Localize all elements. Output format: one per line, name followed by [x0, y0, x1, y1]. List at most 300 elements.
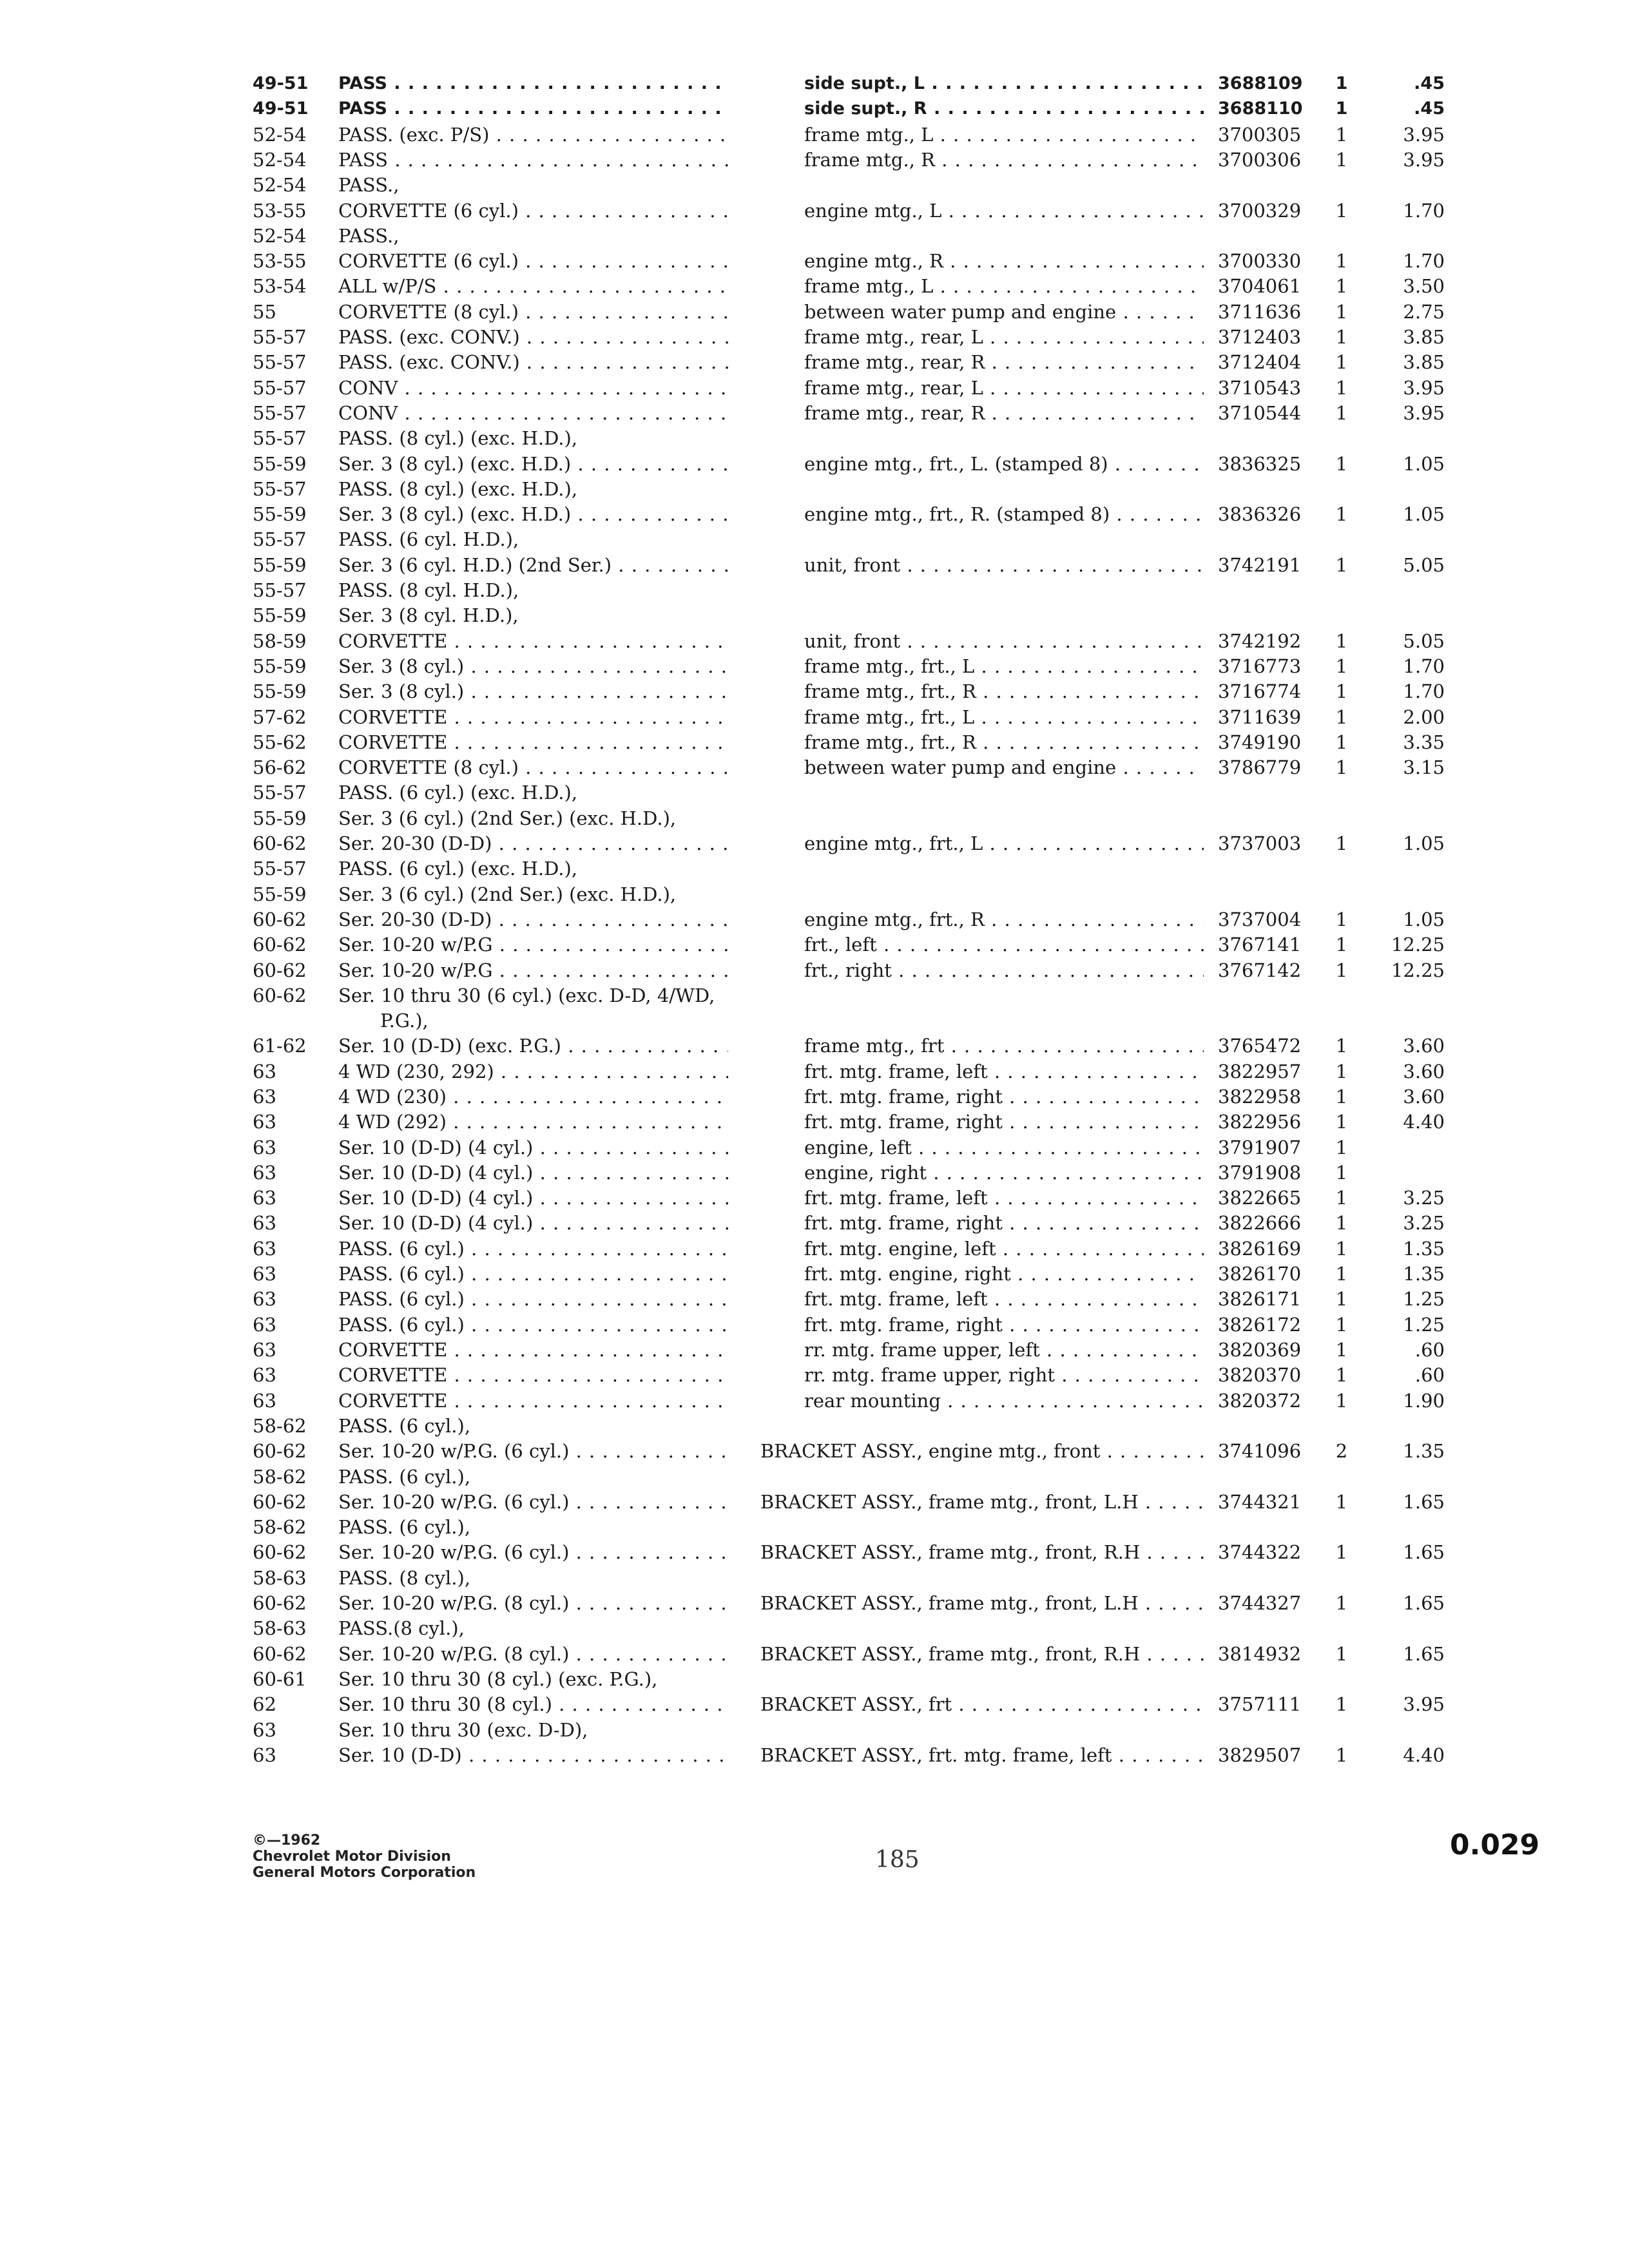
table-row — [0, 1439, 1629, 1463]
copyright-block — [253, 1832, 476, 1881]
part-description: frt., right . . . — [804, 959, 1204, 982]
table-row — [0, 1744, 1629, 1767]
part-number: 3711639 — [1218, 706, 1302, 728]
model-name: Ser. 3 (6 cyl.) (2nd Ser.) (exc. H.D.), — [338, 883, 677, 905]
table-row — [0, 1515, 1629, 1539]
quantity: 1 — [1335, 1541, 1348, 1563]
table-row — [0, 807, 1629, 830]
part-description: frt. mtg. frame, right . . . — [804, 1085, 1204, 1108]
part-description: engine mtg., frt., L . . . — [804, 832, 1204, 855]
table-row — [0, 1161, 1629, 1184]
year-range: 55-57 — [253, 528, 307, 550]
model-name: Ser. 3 (8 cyl.) . . . — [338, 680, 728, 703]
model-name: Ser. 3 (6 cyl. H.D.) (2nd Ser.) . . . — [338, 553, 728, 577]
part-description: side supt., R . . . — [804, 97, 1204, 120]
part-number: 3716773 — [1218, 655, 1302, 677]
model-name: Ser. 10 (D-D) (4 cyl.) . . . — [338, 1161, 728, 1184]
price: 3.95 — [1403, 402, 1445, 424]
price: 4.40 — [1403, 1744, 1445, 1766]
quantity: 1 — [1335, 1086, 1348, 1108]
year-range: 60-62 — [253, 959, 307, 981]
part-number: 3737003 — [1218, 832, 1302, 854]
quantity: 1 — [1335, 1137, 1348, 1158]
part-number: 3822666 — [1218, 1212, 1302, 1234]
table-row — [0, 477, 1629, 501]
model-name: PASS. (6 cyl.) (exc. H.D.), — [338, 782, 578, 803]
table-row — [0, 351, 1629, 374]
part-description: unit, front . . . — [804, 553, 1204, 577]
part-description: frame mtg., frt . . . — [804, 1034, 1204, 1057]
price: 1.65 — [1403, 1541, 1445, 1563]
year-range: 55-59 — [253, 503, 307, 525]
year-range: 63 — [253, 1719, 276, 1741]
year-range: 53-54 — [253, 275, 307, 297]
year-range: 60-62 — [253, 832, 307, 854]
quantity: 1 — [1335, 301, 1348, 323]
model-name: Ser. 10 thru 30 (exc. D-D), — [338, 1719, 588, 1741]
year-range: 52-54 — [253, 174, 307, 196]
model-name: CONV . . . — [338, 401, 728, 425]
table-row — [0, 1338, 1629, 1361]
year-range: 63 — [253, 1314, 276, 1336]
year-range: 63 — [253, 1162, 276, 1184]
part-description: BRACKET ASSY., frame mtg., front, L.H . . . — [760, 1490, 1204, 1514]
year-range: 55-57 — [253, 427, 307, 449]
quantity: 1 — [1335, 1744, 1348, 1766]
table-row — [0, 604, 1629, 627]
table-row — [0, 1060, 1629, 1083]
price: 3.95 — [1403, 149, 1445, 171]
price: 3.60 — [1403, 1035, 1445, 1057]
table-row — [0, 1363, 1629, 1387]
table-row — [0, 97, 1629, 120]
model-name: Ser. 3 (8 cyl. H.D.), — [338, 604, 519, 626]
table-row — [0, 731, 1629, 754]
model-name: Ser. 10 thru 30 (8 cyl.) . . . — [338, 1693, 728, 1716]
table-row — [0, 1667, 1629, 1691]
year-range: 60-62 — [253, 1541, 307, 1563]
price: 12.25 — [1391, 934, 1445, 956]
price: .45 — [1414, 73, 1445, 93]
part-description: frame mtg., frt., R . . . — [804, 731, 1204, 754]
part-description: frame mtg., rear, L . . . — [804, 325, 1204, 349]
year-range: 55-57 — [253, 478, 307, 500]
part-number: 3822956 — [1218, 1111, 1302, 1133]
quantity: 1 — [1335, 73, 1348, 93]
price: 3.95 — [1403, 1693, 1445, 1715]
quantity: 1 — [1335, 1187, 1348, 1209]
part-description: rr. mtg. frame upper, left . . . — [804, 1338, 1204, 1361]
quantity: 1 — [1335, 554, 1348, 576]
table-row — [0, 503, 1629, 526]
year-range: 55-59 — [253, 604, 307, 626]
quantity: 1 — [1335, 1491, 1348, 1513]
part-description: frame mtg., rear, R . . . — [804, 401, 1204, 425]
model-name: Ser. 3 (8 cyl.) (exc. H.D.) . . . — [338, 503, 728, 526]
table-row — [0, 1591, 1629, 1615]
price: 3.60 — [1403, 1086, 1445, 1108]
year-range: 63 — [253, 1086, 276, 1108]
price: 1.05 — [1403, 453, 1445, 475]
quantity: 1 — [1335, 1035, 1348, 1057]
price: 3.95 — [1403, 377, 1445, 399]
part-description: rr. mtg. frame upper, right . . . — [804, 1363, 1204, 1387]
year-range: 60-62 — [253, 1592, 307, 1614]
model-name: PASS. (6 cyl.) (exc. H.D.), — [338, 858, 578, 879]
model-name: PASS. (exc. CONV.) . . . — [338, 325, 728, 349]
part-number: 3688110 — [1218, 99, 1303, 119]
quantity: 1 — [1335, 1238, 1348, 1260]
model-name: CORVETTE . . . — [338, 731, 728, 754]
year-range: 60-62 — [253, 908, 307, 930]
part-number: 3826170 — [1218, 1263, 1302, 1285]
table-row — [0, 173, 1629, 197]
part-description: BRACKET ASSY., engine mtg., front . . . — [760, 1439, 1204, 1463]
year-range: 60-61 — [253, 1668, 307, 1690]
part-number: 3712403 — [1218, 326, 1302, 348]
part-number: 3700329 — [1218, 200, 1302, 222]
price: 2.00 — [1403, 706, 1445, 728]
part-number: 3741096 — [1218, 1440, 1302, 1462]
model-name: PASS. (6 cyl.) . . . — [338, 1313, 728, 1336]
quantity: 1 — [1335, 377, 1348, 399]
quantity: 1 — [1335, 832, 1348, 854]
quantity: 1 — [1335, 99, 1348, 119]
year-range: 63 — [253, 1339, 276, 1361]
year-range: 52-54 — [253, 225, 307, 247]
quantity: 1 — [1335, 706, 1348, 728]
quantity: 1 — [1335, 402, 1348, 424]
quantity: 1 — [1335, 1263, 1348, 1285]
table-row — [0, 1617, 1629, 1640]
part-number: 3700306 — [1218, 149, 1302, 171]
table-row — [0, 933, 1629, 956]
model-name: PASS. (6 cyl.) . . . — [338, 1287, 728, 1311]
model-name: Ser. 3 (8 cyl.) . . . — [338, 655, 728, 678]
model-name: CORVETTE (6 cyl.) . . . — [338, 199, 728, 222]
year-range: 58-63 — [253, 1567, 307, 1589]
part-number: 3829507 — [1218, 1744, 1302, 1766]
catalog-code: 0.029 — [1450, 1829, 1540, 1861]
model-name: CORVETTE (8 cyl.) . . . — [338, 756, 728, 779]
price: 1.70 — [1403, 680, 1445, 702]
part-description: frt. mtg. frame, right . . . — [804, 1313, 1204, 1336]
table-row — [0, 325, 1629, 349]
part-description: frt. mtg. engine, left . . . — [804, 1237, 1204, 1260]
price: 3.25 — [1403, 1212, 1445, 1234]
year-range: 63 — [253, 1744, 276, 1766]
part-number: 3822958 — [1218, 1086, 1302, 1108]
part-description: BRACKET ASSY., frame mtg., front, R.H . . . — [760, 1541, 1204, 1564]
table-row — [0, 224, 1629, 247]
year-range: 58-59 — [253, 630, 307, 652]
table-row — [0, 199, 1629, 222]
year-range: 63 — [253, 1061, 276, 1082]
price: 3.85 — [1403, 351, 1445, 373]
model-name: P.G.), — [380, 1010, 429, 1032]
table-row — [0, 1085, 1629, 1108]
price: 3.95 — [1403, 124, 1445, 146]
part-description: frt. mtg. frame, right . . . — [804, 1211, 1204, 1235]
table-row — [0, 1414, 1629, 1437]
model-name: Ser. 10 (D-D) . . . — [338, 1744, 728, 1767]
price: 3.60 — [1403, 1061, 1445, 1082]
part-number: 3744321 — [1218, 1491, 1302, 1513]
year-range: 55 — [253, 301, 276, 323]
year-range: 57-62 — [253, 706, 307, 728]
model-name: CORVETTE . . . — [338, 1338, 728, 1361]
table-row — [0, 249, 1629, 273]
model-name: PASS. (6 cyl.), — [338, 1466, 471, 1488]
model-name: Ser. 20-30 (D-D) . . . — [338, 832, 728, 855]
model-name: 4 WD (230) . . . — [338, 1085, 728, 1108]
model-name: PASS. (8 cyl. H.D.), — [338, 579, 519, 601]
part-number: 3765472 — [1218, 1035, 1302, 1057]
table-row — [0, 579, 1629, 602]
part-description: frt. mtg. frame, left . . . — [804, 1186, 1204, 1209]
quantity: 1 — [1335, 756, 1348, 778]
table-row — [0, 1541, 1629, 1564]
year-range: 60-62 — [253, 934, 307, 956]
part-description: engine, left . . . — [804, 1136, 1204, 1159]
table-row — [0, 883, 1629, 906]
part-description: frame mtg., R . . . — [804, 148, 1204, 171]
model-name: Ser. 10-20 w/P.G. (8 cyl.) . . . — [338, 1642, 728, 1666]
table-row — [0, 629, 1629, 653]
model-name: Ser. 10 (D-D) (4 cyl.) . . . — [338, 1186, 728, 1209]
model-name: Ser. 10 (D-D) (4 cyl.) . . . — [338, 1211, 728, 1235]
quantity: 1 — [1335, 630, 1348, 652]
part-number: 3820370 — [1218, 1364, 1302, 1386]
price: 3.50 — [1403, 275, 1445, 297]
part-number: 3822665 — [1218, 1187, 1302, 1209]
table-row — [0, 1465, 1629, 1488]
part-number: 3791908 — [1218, 1162, 1302, 1184]
price: .60 — [1414, 1364, 1445, 1386]
model-name: PASS. (6 cyl.) . . . — [338, 1237, 728, 1260]
part-description: engine mtg., frt., R . . . — [804, 908, 1204, 931]
year-range: 58-62 — [253, 1466, 307, 1488]
price: 1.65 — [1403, 1491, 1445, 1513]
year-range: 63 — [253, 1288, 276, 1310]
table-row — [0, 376, 1629, 399]
part-description: frame mtg., frt., R . . . — [804, 680, 1204, 703]
part-number: 3826169 — [1218, 1238, 1302, 1260]
table-row — [0, 1287, 1629, 1311]
part-number: 3704061 — [1218, 275, 1302, 297]
table-row — [0, 1009, 1629, 1032]
model-name: ALL w/P/S . . . — [338, 274, 728, 298]
quantity: 1 — [1335, 680, 1348, 702]
part-description: rear mounting . . . — [804, 1389, 1204, 1412]
year-range: 63 — [253, 1111, 276, 1133]
price: 1.35 — [1403, 1440, 1445, 1462]
table-row — [0, 1237, 1629, 1260]
model-name: PASS . . . — [338, 72, 728, 95]
part-description: between water pump and engine . . . — [804, 300, 1204, 323]
quantity: 1 — [1335, 1162, 1348, 1184]
table-row — [0, 1490, 1629, 1514]
page-number: 185 — [875, 1847, 920, 1873]
table-row — [0, 781, 1629, 804]
table-row — [0, 655, 1629, 678]
table-row — [0, 1136, 1629, 1159]
model-name: CORVETTE . . . — [338, 1389, 728, 1412]
quantity: 1 — [1335, 908, 1348, 930]
year-range: 62 — [253, 1693, 276, 1715]
model-name: PASS., — [338, 225, 400, 247]
year-range: 55-59 — [253, 655, 307, 677]
table-row — [0, 401, 1629, 425]
table-row — [0, 1693, 1629, 1716]
year-range: 63 — [253, 1238, 276, 1260]
quantity: 1 — [1335, 1364, 1348, 1386]
part-number: 3742192 — [1218, 630, 1302, 652]
model-name: PASS . . . — [338, 97, 728, 120]
model-name: Ser. 20-30 (D-D) . . . — [338, 908, 728, 931]
part-description: frame mtg., L . . . — [804, 274, 1204, 298]
model-name: Ser. 10-20 w/P.G . . . — [338, 933, 728, 956]
model-name: PASS. (6 cyl.), — [338, 1516, 471, 1538]
year-range: 52-54 — [253, 149, 307, 171]
part-description: side supt., L . . . — [804, 72, 1204, 95]
year-range: 55-59 — [253, 554, 307, 576]
part-number: 3700330 — [1218, 250, 1302, 272]
model-name: Ser. 3 (8 cyl.) (exc. H.D.) . . . — [338, 452, 728, 476]
model-name: PASS. (8 cyl.) (exc. H.D.), — [338, 427, 578, 449]
year-range: 55-57 — [253, 377, 307, 399]
model-name: CORVETTE (6 cyl.) . . . — [338, 249, 728, 273]
model-name: Ser. 10-20 w/P.G. (6 cyl.) . . . — [338, 1439, 728, 1463]
quantity: 1 — [1335, 453, 1348, 475]
part-description: engine mtg., R . . . — [804, 249, 1204, 273]
table-row — [0, 1262, 1629, 1285]
year-range: 58-63 — [253, 1617, 307, 1639]
year-range: 60-62 — [253, 1491, 307, 1513]
table-row — [0, 72, 1629, 95]
price: 1.70 — [1403, 200, 1445, 222]
model-name: PASS.(8 cyl.), — [338, 1617, 465, 1639]
price: 1.70 — [1403, 250, 1445, 272]
part-description: frame mtg., frt., L . . . — [804, 706, 1204, 729]
part-number: 3749190 — [1218, 731, 1302, 753]
year-range: 55-59 — [253, 807, 307, 829]
quantity: 1 — [1335, 1314, 1348, 1336]
table-row — [0, 832, 1629, 855]
price: 5.05 — [1403, 554, 1445, 576]
year-range: 63 — [253, 1137, 276, 1158]
year-range: 53-55 — [253, 250, 307, 272]
price: 12.25 — [1391, 959, 1445, 981]
quantity: 1 — [1335, 1592, 1348, 1614]
part-number: 3767142 — [1218, 959, 1302, 981]
table-row — [0, 756, 1629, 779]
model-name: PASS. (exc. CONV.) . . . — [338, 351, 728, 374]
quantity: 1 — [1335, 1111, 1348, 1133]
part-description: between water pump and engine . . . — [804, 756, 1204, 779]
table-row — [0, 553, 1629, 577]
year-range: 60-62 — [253, 985, 307, 1006]
model-name: Ser. 10 thru 30 (6 cyl.) (exc. D-D, 4/WD, — [338, 985, 715, 1006]
part-number: 3742191 — [1218, 554, 1302, 576]
copyright-year: ©—1962 — [253, 1832, 321, 1849]
price: 1.05 — [1403, 908, 1445, 930]
part-number: 3786779 — [1218, 756, 1302, 778]
price: 1.25 — [1403, 1314, 1445, 1336]
price: 1.65 — [1403, 1643, 1445, 1665]
model-name: PASS. (8 cyl.) (exc. H.D.), — [338, 478, 578, 500]
part-description: frt. mtg. frame, left . . . — [804, 1060, 1204, 1083]
price: .60 — [1414, 1339, 1445, 1361]
table-row — [0, 1211, 1629, 1235]
quantity: 1 — [1335, 326, 1348, 348]
quantity: 1 — [1335, 149, 1348, 171]
price: 1.25 — [1403, 1288, 1445, 1310]
table-row — [0, 1389, 1629, 1412]
model-name: Ser. 10 (D-D) (4 cyl.) . . . — [338, 1136, 728, 1159]
model-name: PASS . . . — [338, 148, 728, 171]
part-number: 3791907 — [1218, 1137, 1302, 1158]
model-name: Ser. 10-20 w/P.G. (6 cyl.) . . . — [338, 1541, 728, 1564]
part-description: BRACKET ASSY., frame mtg., front, L.H . . . — [760, 1591, 1204, 1615]
price: 2.75 — [1403, 301, 1445, 323]
table-row — [0, 274, 1629, 298]
model-name: PASS. (8 cyl.), — [338, 1567, 471, 1589]
part-description: engine mtg., frt., L. (stamped 8) . . . — [804, 452, 1204, 476]
part-description: engine mtg., frt., R. (stamped 8) . . . — [804, 503, 1204, 526]
model-name: Ser. 10 thru 30 (8 cyl.) (exc. P.G.), — [338, 1668, 658, 1690]
year-range: 55-62 — [253, 731, 307, 753]
year-range: 55-57 — [253, 858, 307, 879]
year-range: 63 — [253, 1390, 276, 1412]
year-range: 55-57 — [253, 579, 307, 601]
quantity: 1 — [1335, 275, 1348, 297]
year-range: 61-62 — [253, 1035, 307, 1057]
quantity: 1 — [1335, 124, 1348, 146]
quantity: 1 — [1335, 1288, 1348, 1310]
table-row — [0, 984, 1629, 1007]
part-description: frame mtg., frt., L . . . — [804, 655, 1204, 678]
part-description: BRACKET ASSY., frame mtg., front, R.H . . . — [760, 1642, 1204, 1666]
price: 1.90 — [1403, 1390, 1445, 1412]
part-description: frame mtg., rear, L . . . — [804, 376, 1204, 399]
quantity: 1 — [1335, 1212, 1348, 1234]
part-description: engine, right . . . — [804, 1161, 1204, 1184]
year-range: 63 — [253, 1212, 276, 1234]
quantity: 1 — [1335, 1693, 1348, 1715]
model-name: PASS. (6 cyl.) . . . — [338, 1262, 728, 1285]
price: 3.15 — [1403, 756, 1445, 778]
part-description: frt. mtg. frame, left . . . — [804, 1287, 1204, 1311]
table-row — [0, 857, 1629, 880]
quantity: 1 — [1335, 1339, 1348, 1361]
year-range: 55-57 — [253, 782, 307, 803]
quantity: 1 — [1335, 655, 1348, 677]
table-row — [0, 123, 1629, 146]
model-name: Ser. 10 (D-D) (exc. P.G.) . . . — [338, 1034, 728, 1057]
part-number: 3836326 — [1218, 503, 1302, 525]
price: 1.05 — [1403, 832, 1445, 854]
part-number: 3822957 — [1218, 1061, 1302, 1082]
model-name: PASS., — [338, 174, 400, 196]
year-range: 60-62 — [253, 1643, 307, 1665]
part-number: 3744327 — [1218, 1592, 1302, 1614]
year-range: 55-57 — [253, 402, 307, 424]
model-name: PASS. (6 cyl. H.D.), — [338, 528, 519, 550]
table-row — [0, 1642, 1629, 1666]
table-row — [0, 148, 1629, 171]
part-description: frt., left . . . — [804, 933, 1204, 956]
